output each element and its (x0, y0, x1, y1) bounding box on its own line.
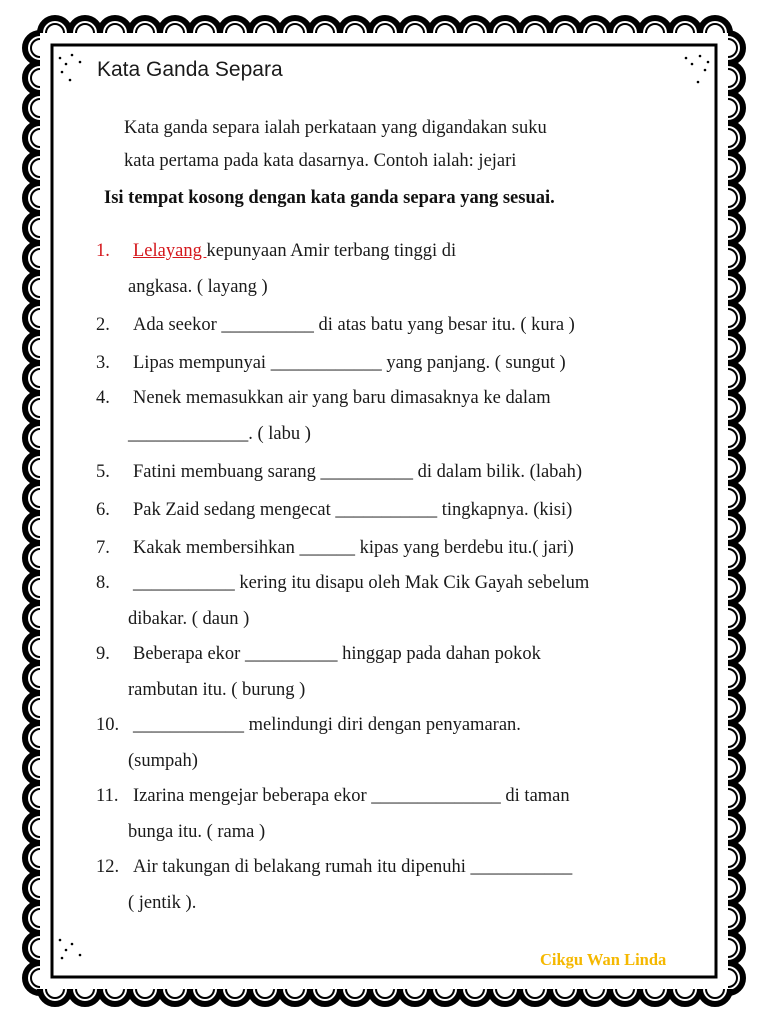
question-number: 7. (96, 538, 110, 558)
instruction-text: Isi tempat kosong dengan kata ganda separa yang sesuai. (104, 188, 555, 208)
question-number: 12. (96, 857, 120, 877)
question-text: kepunyaan Amir terbang tinggi di (206, 241, 457, 261)
question-number: 9. (96, 644, 110, 664)
question-number: 4. (96, 388, 110, 408)
question-item (96, 382, 696, 453)
question-list (96, 235, 696, 922)
question-text: Izarina mengejar beberapa ekor ______________ di taman (133, 786, 570, 806)
intro-line-2: kata pertama pada kata dasarnya. Contoh ialah: jejari (124, 151, 517, 171)
question-text-continued: dibakar. ( daun ) (128, 609, 250, 629)
question-number: 8. (96, 573, 110, 593)
question-item (96, 851, 696, 922)
question-item (96, 235, 696, 306)
question-text-continued: _____________. ( labu ) (128, 424, 311, 444)
question-text-continued: rambutan itu. ( burung ) (128, 680, 306, 700)
question-item (96, 567, 696, 638)
question-item (96, 344, 696, 382)
question-text: Kakak membersihkan ______ kipas yang berdebu itu.( jari) (133, 538, 574, 558)
question-item (96, 638, 696, 709)
example-answer: Lelayang (133, 241, 207, 261)
question-text-continued: ( jentik ). (128, 893, 197, 913)
intro-line-1: Kata ganda separa ialah perkataan yang digandakan suku (124, 118, 547, 138)
question-item (96, 780, 696, 851)
question-item (96, 709, 696, 780)
question-text-continued: bunga itu. ( rama ) (128, 822, 266, 842)
question-item (96, 529, 696, 567)
question-text: Pak Zaid sedang mengecat ___________ tingkapnya. (kisi) (133, 500, 573, 520)
question-number: 1. (96, 241, 110, 261)
question-text: ___________ kering itu disapu oleh Mak Cik Gayah sebelum (133, 573, 590, 593)
question-item (96, 453, 696, 491)
question-number: 3. (96, 353, 110, 373)
intro-paragraph (124, 112, 684, 178)
question-text-continued: angkasa. ( layang ) (128, 277, 268, 297)
question-text: Lipas mempunyai ____________ yang panjang. ( sungut ) (133, 353, 566, 373)
question-text: Ada seekor __________ di atas batu yang besar itu. ( kura ) (133, 315, 575, 335)
question-item (96, 306, 696, 344)
question-text: ____________ melindungi diri dengan penyamaran. (133, 715, 521, 735)
question-number: 11. (96, 786, 119, 806)
worksheet-title: Kata Ganda Separa (97, 58, 283, 81)
question-text: Nenek memasukkan air yang baru dimasaknya ke dalam (133, 388, 551, 408)
question-text: Air takungan di belakang rumah itu dipenuhi ___________ (133, 857, 573, 877)
author-credit: Cikgu Wan Linda (540, 950, 667, 969)
question-number: 10. (96, 715, 120, 735)
question-number: 6. (96, 500, 110, 520)
question-number: 2. (96, 315, 110, 335)
question-text: Beberapa ekor __________ hinggap pada dahan pokok (133, 644, 541, 664)
question-number: 5. (96, 462, 110, 482)
question-item (96, 491, 696, 529)
question-text: Fatini membuang sarang __________ di dalam bilik. (labah) (133, 462, 583, 482)
question-text-continued: (sumpah) (128, 751, 198, 771)
